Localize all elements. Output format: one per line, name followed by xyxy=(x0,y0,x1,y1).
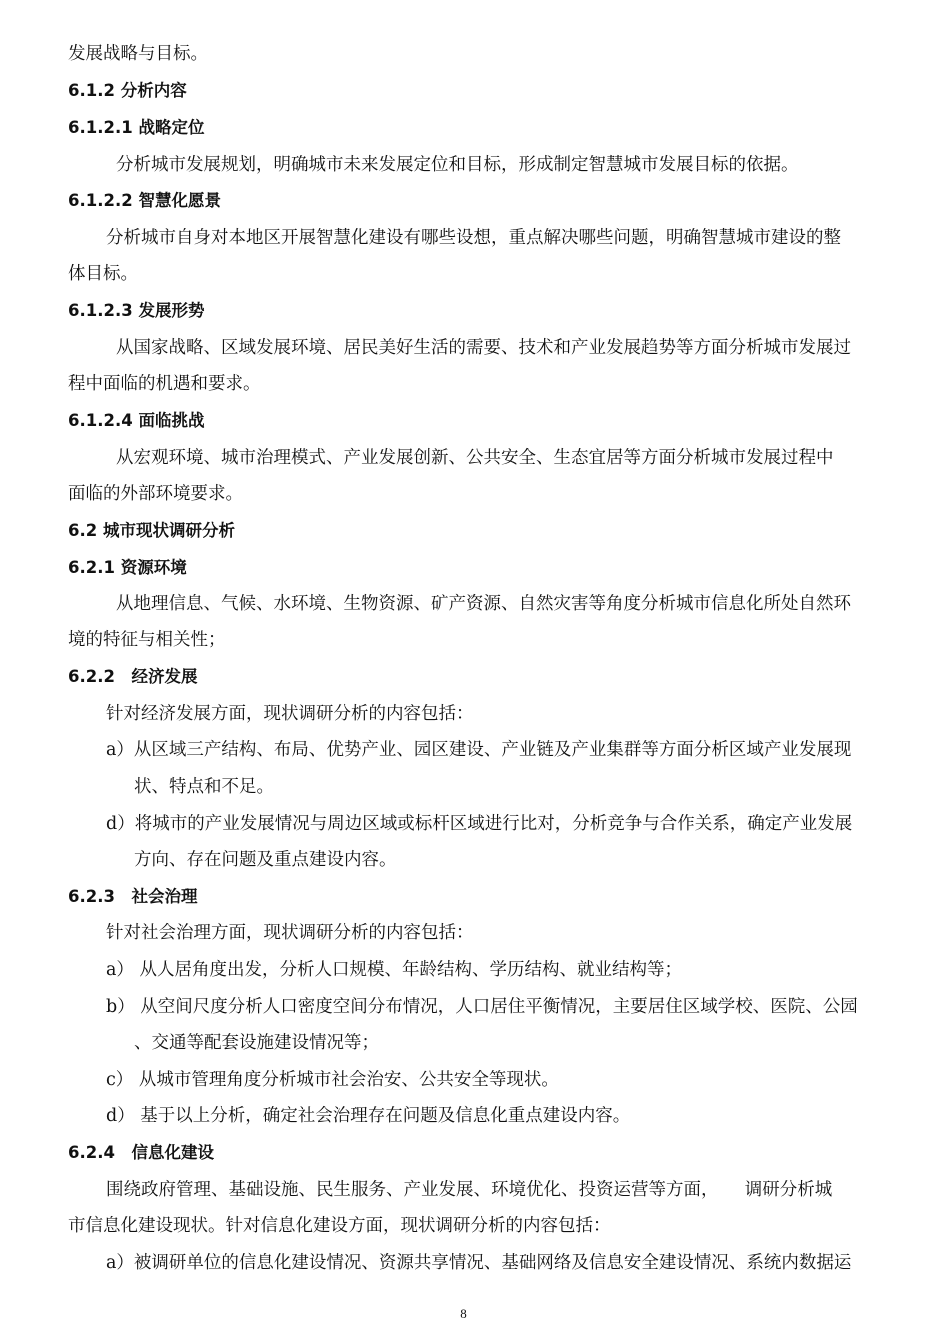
text-line: 针对经济发展方面，现状调研分析的内容包括： xyxy=(106,704,474,724)
list-item: a）被调研单位的信息化建设情况、资源共享情况、基础网络及信息安全建设情况、系统内数据运 xyxy=(106,1253,852,1273)
section-heading: 6.2.1 资源环境 xyxy=(68,558,187,577)
text-line: 从宏观环境、城市治理模式、产业发展创新、公共安全、生态宜居等方面分析城市发展过程中 xyxy=(116,448,834,468)
section-heading: 6.2.2 经济发展 xyxy=(68,667,198,686)
section-heading: 6.1.2.3 发展形势 xyxy=(68,301,205,320)
section-heading: 6.2.3 社会治理 xyxy=(68,887,198,906)
text-line: 分析城市自身对本地区开展智慧化建设有哪些设想，重点解决哪些问题，明确智慧城市建设的整 xyxy=(106,228,841,248)
text-line: 程中面临的机遇和要求。 xyxy=(68,374,261,394)
text-line: 市信息化建设现状。针对信息化建设方面，现状调研分析的内容包括： xyxy=(68,1216,611,1236)
section-heading: 6.1.2.1 战略定位 xyxy=(68,118,205,137)
list-item-continuation: 、交通等配套设施建设情况等； xyxy=(134,1033,379,1053)
text-line: 从地理信息、气候、水环境、生物资源、矿产资源、自然灾害等角度分析城市信息化所处自然环 xyxy=(116,594,851,614)
text-line: 体目标。 xyxy=(68,264,138,284)
list-item-continuation: 方向、存在问题及重点建设内容。 xyxy=(134,850,397,870)
list-item: a） 从人居角度出发，分析人口规模、年龄结构、学历结构、就业结构等； xyxy=(106,960,682,980)
text-line: 分析城市发展规划，明确城市未来发展定位和目标，形成制定智慧城市发展目标的依据。 xyxy=(116,155,799,175)
text-line: 境的特征与相关性； xyxy=(68,630,226,650)
page-number: 8 xyxy=(460,1306,467,1321)
list-item: a）从区域三产结构、布局、优势产业、园区建设、产业链及产业集群等方面分析区域产业发展现 xyxy=(106,740,852,760)
list-item-continuation: 状、特点和不足。 xyxy=(134,777,274,797)
list-item: d）将城市的产业发展情况与周边区域或标杆区域进行比对，分析竞争与合作关系，确定产业发展 xyxy=(106,814,853,834)
text-line: 从国家战略、区域发展环境、居民美好生活的需要、技术和产业发展趋势等方面分析城市发展过 xyxy=(116,338,851,358)
text-line: 面临的外部环境要求。 xyxy=(68,484,243,504)
text-line: 发展战略与目标。 xyxy=(68,44,208,64)
section-heading: 6.1.2.2 智慧化愿景 xyxy=(68,191,221,210)
section-heading: 6.1.2.4 面临挑战 xyxy=(68,411,205,430)
list-item: c） 从城市管理角度分析城市社会治安、公共安全等现状。 xyxy=(106,1070,559,1090)
list-item: b） 从空间尺度分析人口密度空间分布情况，人口居住平衡情况，主要居住区域学校、医院、公园 xyxy=(106,997,858,1017)
text-line: 围绕政府管理、基础设施、民生服务、产业发展、环境优化、投资运营等方面， 调研分析城 xyxy=(106,1180,833,1200)
section-heading: 6.2.4 信息化建设 xyxy=(68,1143,214,1162)
list-item: d） 基于以上分析，确定社会治理存在问题及信息化重点建设内容。 xyxy=(106,1106,631,1126)
section-heading: 6.1.2 分析内容 xyxy=(68,81,187,100)
text-line: 针对社会治理方面，现状调研分析的内容包括： xyxy=(106,923,474,943)
section-heading: 6.2 城市现状调研分析 xyxy=(68,521,235,540)
